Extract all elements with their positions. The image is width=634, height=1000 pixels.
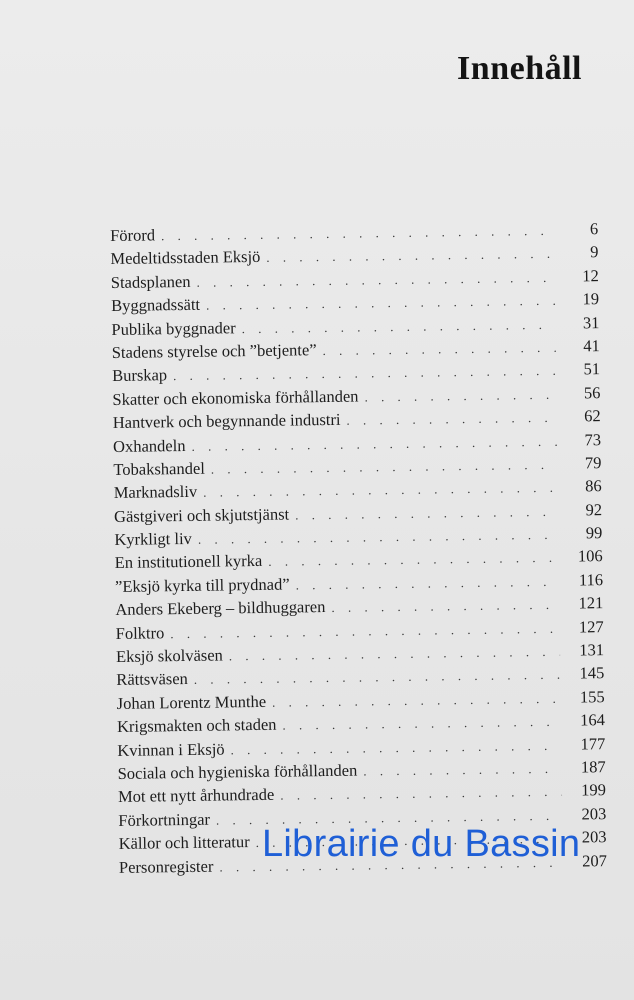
toc-entry-title: Anders Ekeberg – bildhuggaren bbox=[115, 597, 326, 620]
toc-entry-title: Folktro bbox=[115, 622, 165, 643]
toc-entry-page-number: 6 bbox=[589, 219, 599, 239]
toc-entry-title: Eksjö skolväsen bbox=[115, 645, 223, 666]
toc-entry-page-number: 145 bbox=[579, 663, 605, 683]
toc-entry-title: Hantverk och begynnande industri bbox=[112, 409, 341, 433]
toc-entry-page-number: 177 bbox=[580, 733, 606, 754]
toc-entry-title: Personregister bbox=[118, 856, 214, 877]
toc-entry-title: Sociala och hygieniska förhållanden bbox=[117, 760, 358, 783]
toc-entry-title: Medeltidsstaden Eksjö bbox=[110, 247, 261, 269]
toc-entry-title: Johan Lorentz Munthe bbox=[116, 691, 267, 713]
page-title: Innehåll bbox=[457, 50, 582, 87]
toc-entry-title: Tobakshandel bbox=[113, 458, 205, 479]
toc-entry-page-number: 116 bbox=[578, 570, 604, 590]
toc-entry-page-number: 121 bbox=[578, 593, 604, 613]
toc-entry-page-number: 79 bbox=[584, 453, 602, 473]
toc-entry-title: Mot ett nytt århundrade bbox=[117, 785, 275, 807]
toc-entry-page-number: 164 bbox=[580, 710, 606, 730]
toc-entry-page-number: 99 bbox=[585, 523, 603, 543]
toc-entry-page-number: 155 bbox=[579, 686, 605, 707]
toc-entry-title: Stadsplanen bbox=[110, 271, 191, 292]
toc-entry-title: Skatter och ekonomiska förhållanden bbox=[112, 386, 359, 409]
toc-entry-page-number: 127 bbox=[578, 616, 604, 637]
toc-entry-page-number: 86 bbox=[585, 476, 602, 496]
toc-entry-page-number: 203 bbox=[581, 827, 607, 847]
toc-entry-page-number: 106 bbox=[577, 546, 603, 566]
toc-entry-page-number: 62 bbox=[584, 406, 601, 426]
toc-entry-page-number: 41 bbox=[583, 336, 600, 356]
toc-entry-page-number: 9 bbox=[590, 242, 599, 262]
toc-entry-page-number: 187 bbox=[580, 757, 606, 777]
toc-entry-title: Byggnadssätt bbox=[111, 294, 201, 316]
toc-entry-page-number: 203 bbox=[581, 803, 607, 824]
toc-entry-title: Kvinnan i Eksjö bbox=[117, 739, 225, 760]
toc-entry-title: Förord bbox=[110, 225, 156, 245]
toc-entry-title: Kyrkligt liv bbox=[114, 528, 192, 550]
toc-entry-title: Gästgiveri och skjutstjänst bbox=[113, 504, 290, 526]
toc-entry-title: Förkortningar bbox=[118, 809, 211, 830]
toc-entry-title: ”Eksjö kyrka till prydnad” bbox=[114, 574, 290, 596]
toc-entry-title: Krigsmakten och staden bbox=[116, 714, 277, 737]
toc-entry-title: Burskap bbox=[111, 365, 168, 386]
toc-entry-page-number: 131 bbox=[579, 640, 605, 660]
toc-entry-page-number: 51 bbox=[583, 359, 601, 379]
toc-entry-title: Oxhandeln bbox=[112, 435, 186, 456]
toc-entry-page-number: 199 bbox=[581, 780, 607, 800]
toc-entry-page-number: 56 bbox=[583, 382, 601, 403]
toc-entry-page-number: 19 bbox=[582, 289, 600, 309]
toc-entry-page-number: 12 bbox=[582, 265, 599, 286]
toc-entry-page-number: 92 bbox=[585, 499, 603, 520]
toc-entry-page-number: 207 bbox=[582, 850, 608, 871]
toc-entry-title: En institutionell kyrka bbox=[114, 551, 263, 573]
toc-entry-title: Källor och litteratur bbox=[118, 832, 250, 854]
toc-entry-title: Marknadsliv bbox=[113, 482, 198, 503]
toc-entry-title: Stadens styrelse och ”betjente” bbox=[111, 340, 317, 362]
toc-entry-page-number: 31 bbox=[582, 312, 600, 332]
toc-entry-page-number: 73 bbox=[584, 429, 602, 449]
toc-entry-title: Publika byggnader bbox=[111, 317, 236, 339]
table-of-contents bbox=[110, 217, 607, 879]
toc-entry-title: Rättsväsen bbox=[116, 669, 188, 690]
watermark-text: Librairie du Bassin bbox=[262, 823, 581, 865]
